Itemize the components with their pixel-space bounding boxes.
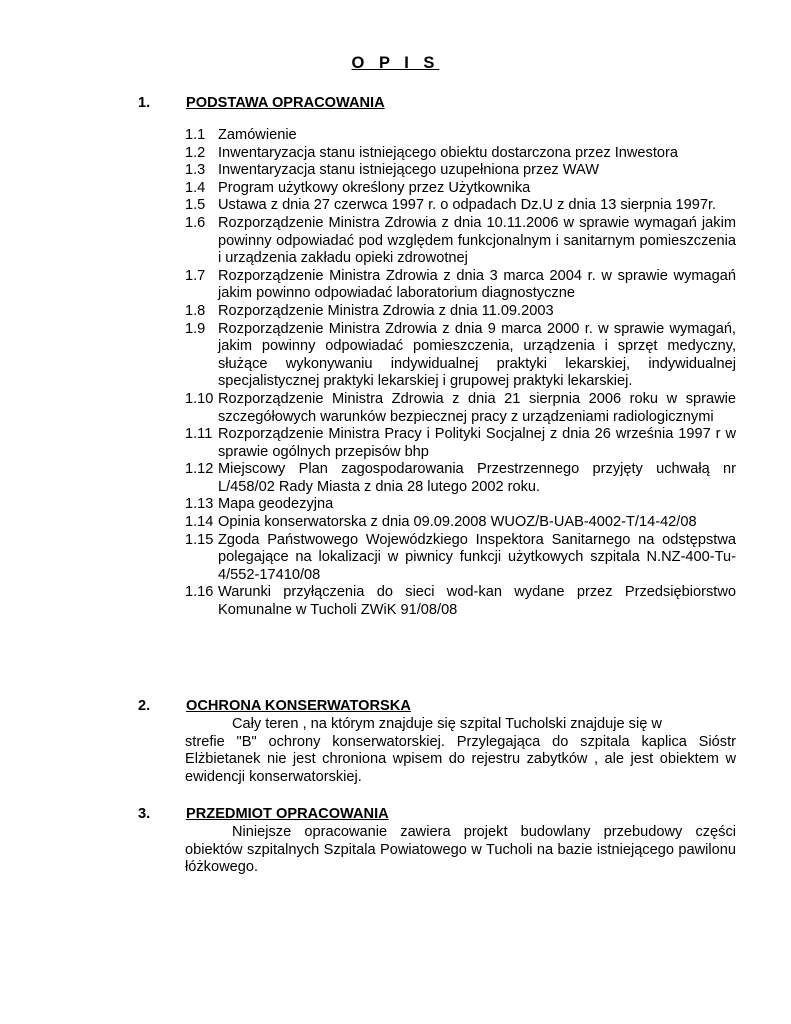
item-number: 1.6 (185, 214, 206, 231)
item-number: 1.10 (185, 390, 214, 407)
paragraph-body: strefie "B" ochrony konserwatorskiej. Przylegająca do szpitala kaplica Sióstr Elżbietanek nie jest chroniona wpisem do rejestru zabytków , ale jest obiektem w ewidencji konserwatorskiej. (185, 733, 736, 785)
list-item (185, 162, 736, 180)
basis-items-list (185, 127, 736, 620)
list-item (185, 127, 736, 145)
item-text: Rozporządzenie Ministra Zdrowia z dnia 9 marca 2000 r. w sprawie wymagań, jakim powinny odpowiadać pomieszczenia, urządzenia i sprzęt medyczny, służące wykonywaniu indywidualnej praktyki lekarskiej, indywidualnej specjalistycznej praktyki lekarskiej i grupowej praktyki lekarskiej. (218, 320, 736, 390)
item-text: Rozporządzenie Ministra Zdrowia z dnia 3 marca 2004 r. w sprawie wymagań jakim powinno odpowiadać laboratorium diagnostyczne (218, 267, 736, 302)
list-item (185, 197, 736, 215)
item-text: Ustawa z dnia 27 czerwca 1997 r. o odpadach Dz.U z dnia 13 sierpnia 1997r. (218, 197, 717, 214)
item-number: 1.7 (185, 267, 206, 284)
paragraph-body: Niniejsze opracowanie zawiera projekt budowlany przebudowy części obiektów szpitalnych Szpitala Powiatowego w Tucholi na bazie istniejącego pawilonu łóżkowego. (185, 824, 736, 876)
item-text: Inwentaryzacja stanu istniejącego uzupełniona przez WAW (218, 162, 599, 179)
list-item (185, 426, 736, 461)
list-item (185, 303, 736, 321)
document-title: O P I S (351, 54, 440, 72)
item-text: Opinia konserwatorska z dnia 09.09.2008 WUOZ/B-UAB-4002-T/14-42/08 (218, 514, 697, 531)
list-item (185, 584, 736, 619)
item-text: Program użytkowy określony przez Użytkownika (218, 179, 531, 196)
list-item (185, 215, 736, 268)
item-number: 1.11 (185, 426, 213, 443)
item-number: 1.15 (185, 531, 214, 548)
item-text: Zamówienie (218, 127, 297, 143)
item-number: 1.9 (185, 320, 206, 337)
section-2-heading (138, 698, 411, 716)
item-text: Rozporządzenie Ministra Zdrowia z dnia 10.11.2006 w sprawie wymagań jakim powinny odpowiadać pod względem funkcjonalnym i sanitarnym pomieszczenia i urządzenia zakładu opieki zdrowotnej (218, 214, 736, 267)
item-text: Miejscowy Plan zagospodarowania Przestrzennego przyjęty uchwałą nr L/458/02 Rady Miasta z dnia 28 lutego 2002 roku. (218, 461, 736, 495)
item-number: 1.1 (185, 127, 206, 143)
item-text: Inwentaryzacja stanu istniejącego obiektu dostarczona przez Inwestora (218, 144, 678, 161)
subject-paragraph (185, 824, 736, 877)
item-text: Rozporządzenie Ministra Pracy i Polityki Socjalnej z dnia 26 września 1997 r w sprawie ogólnych przepisów bhp (218, 426, 736, 460)
list-item (185, 321, 736, 391)
section-title: PRZEDMIOT OPRACOWANIA (186, 806, 389, 822)
item-number: 1.12 (185, 461, 214, 478)
section-title: OCHRONA KONSERWATORSKA (186, 698, 411, 714)
item-number: 1.8 (185, 302, 206, 319)
section-1-heading (138, 95, 385, 113)
list-item (185, 268, 736, 303)
paragraph-first-line: Cały teren , na którym znajduje się szpital Tucholski znajduje się w (232, 716, 662, 732)
item-text: Rozporządzenie Ministra Zdrowia z dnia 21 sierpnia 2006 roku w sprawie szczegółowych warunków bezpiecznej pracy z urządzeniami radiologicznymi (218, 390, 736, 425)
item-number: 1.2 (185, 144, 206, 161)
conservation-paragraph (185, 716, 736, 786)
list-item (185, 180, 736, 198)
item-text: Warunki przyłączenia do sieci wod-kan wydane przez Przedsiębiorstwo Komunalne w Tucholi ZWiK 91/08/08 (218, 584, 736, 619)
item-number: 1.3 (185, 162, 206, 179)
item-text: Rozporządzenie Ministra Zdrowia z dnia 11.09.2003 (218, 302, 554, 319)
section-3-heading (138, 806, 389, 824)
list-item (185, 461, 736, 496)
list-item (185, 496, 736, 514)
section-title: PODSTAWA OPRACOWANIA (186, 95, 385, 111)
list-item (185, 514, 736, 532)
item-text: Mapa geodezyjna (218, 496, 334, 513)
section-number: 1. (138, 95, 151, 111)
item-number: 1.4 (185, 179, 206, 196)
list-item (185, 145, 736, 163)
section-number: 3. (138, 806, 151, 822)
item-number: 1.13 (185, 496, 214, 513)
item-number: 1.5 (185, 197, 206, 214)
section-number: 2. (138, 698, 151, 714)
item-number: 1.14 (185, 514, 214, 531)
list-item (185, 391, 736, 426)
item-number: 1.16 (185, 584, 214, 601)
item-text: Zgoda Państwowego Wojewódzkiego Inspektora Sanitarnego na odstępstwa polegające na lokalizacji w piwnicy funkcji użytkowych szpitala N.NZ-400-Tu-4/552-17410/08 (218, 531, 736, 583)
list-item (185, 532, 736, 585)
